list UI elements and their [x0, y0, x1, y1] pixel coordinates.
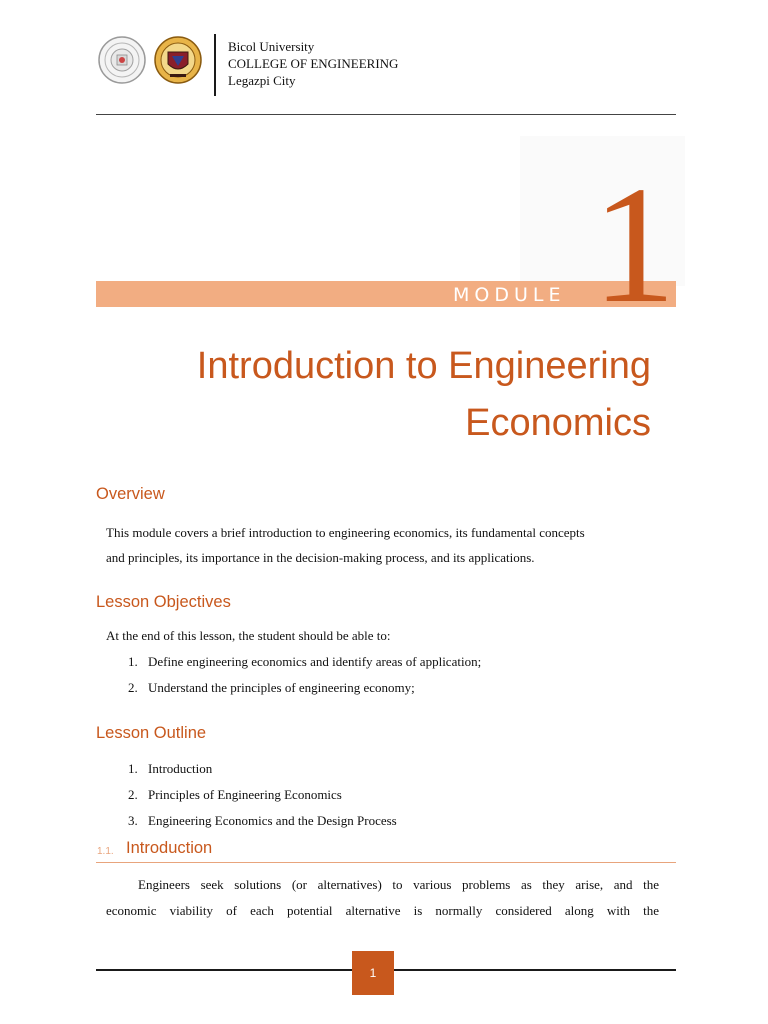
list-item: [128, 675, 481, 701]
overview-heading: Overview: [96, 485, 165, 503]
introduction-line-2: economic viability of each potential alternative is normally considered along with the: [106, 903, 659, 918]
list-item: [128, 756, 397, 782]
page-number: 1: [352, 951, 394, 995]
list-number: 1.: [128, 654, 138, 669]
section-title: Introduction: [126, 839, 213, 857]
list-text: Engineering Economics and the Design Process: [148, 813, 397, 828]
college-name: COLLEGE OF ENGINEERING: [228, 56, 399, 71]
document-header: [96, 30, 676, 100]
module-number: 1: [592, 152, 676, 338]
overview-paragraph: [106, 520, 666, 570]
institution-name: Bicol University: [228, 39, 315, 54]
list-text: Introduction: [148, 761, 213, 776]
city-name: Legazpi City: [228, 73, 296, 88]
introduction-line-1: Engineers seek solutions (or alternatives) to various problems as they arise, and the: [138, 877, 659, 892]
outline-list: [128, 756, 397, 834]
header-text-block: [228, 38, 398, 89]
list-number: 2.: [128, 680, 138, 695]
overview-line-1: This module covers a brief introduction to engineering economics, its fundamental concepts: [106, 525, 585, 540]
module-label: MODULE: [453, 284, 566, 306]
list-text: Understand the principles of engineering economy;: [148, 680, 415, 695]
list-number: 1.: [128, 761, 138, 776]
list-item: [128, 782, 397, 808]
list-item: [128, 808, 397, 834]
section-rule: [96, 862, 676, 863]
list-number: 2.: [128, 787, 138, 802]
introduction-paragraph: [106, 872, 659, 924]
objectives-list: [128, 649, 481, 701]
header-divider: [214, 34, 216, 96]
module-title-line-2: Economics: [465, 402, 651, 444]
overview-line-2: and principles, its importance in the decision-making process, and its applications.: [106, 550, 535, 565]
list-text: Principles of Engineering Economics: [148, 787, 342, 802]
list-item: [128, 649, 481, 675]
list-text: Define engineering economics and identify areas of application;: [148, 654, 482, 669]
college-seal-logo: [154, 36, 202, 84]
module-title-line-1: Introduction to Engineering: [196, 345, 651, 387]
objectives-heading: Lesson Objectives: [96, 593, 231, 611]
module-band: [96, 281, 676, 307]
list-number: 3.: [128, 813, 138, 828]
university-seal-logo: [98, 36, 146, 84]
header-rule: [96, 114, 676, 115]
module-title: [96, 338, 651, 452]
objectives-intro: At the end of this lesson, the student should be able to:: [106, 628, 391, 643]
section-number: 1.1.: [97, 846, 114, 857]
outline-heading: Lesson Outline: [96, 724, 207, 742]
